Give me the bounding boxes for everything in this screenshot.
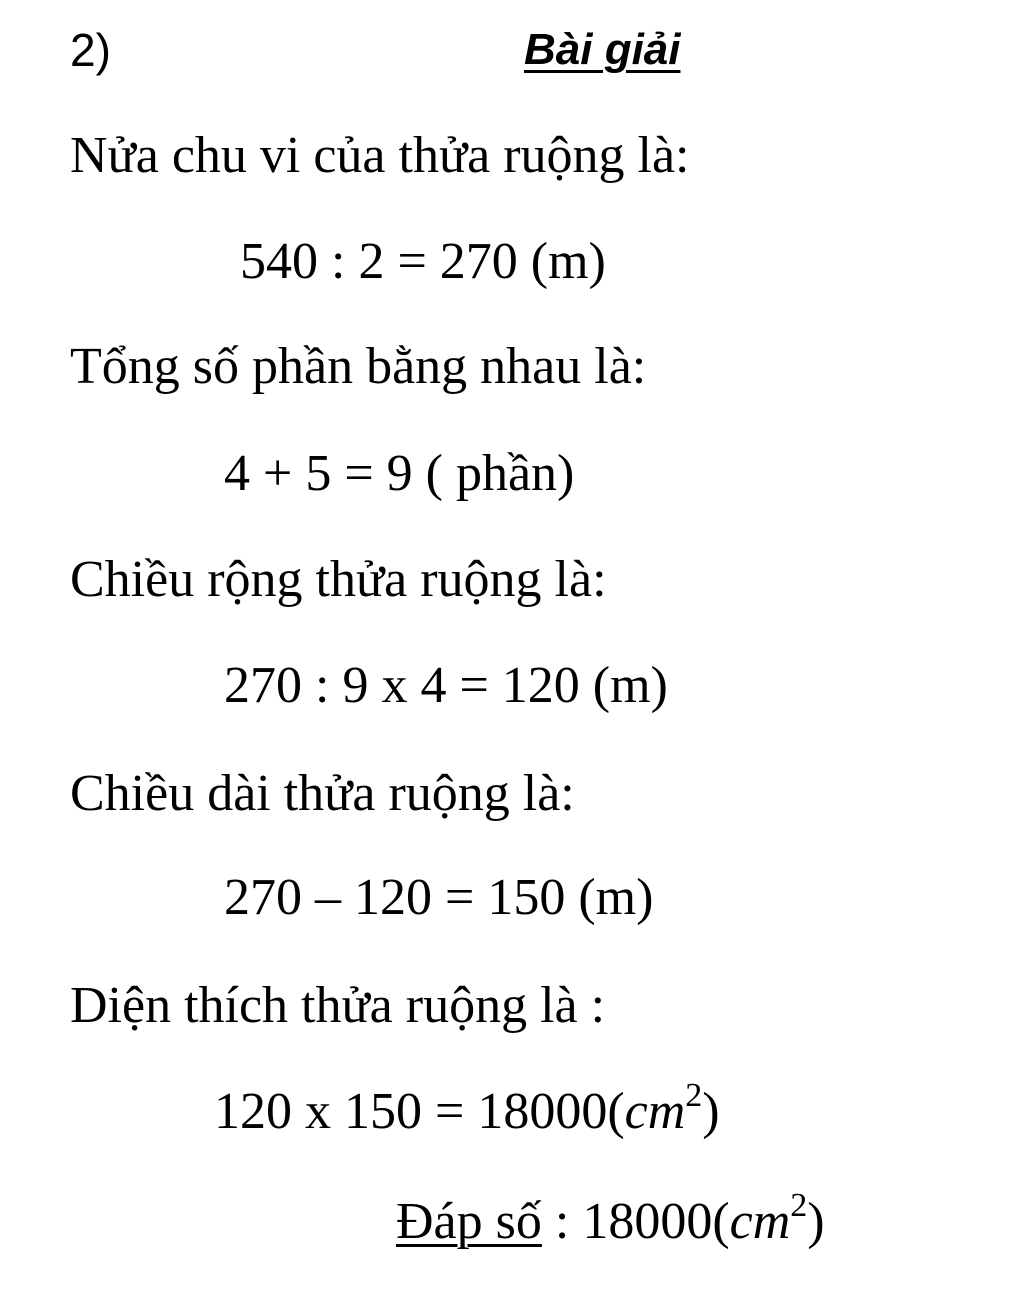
step-calc-total-parts: 4 + 5 = 9 ( phần)	[224, 445, 575, 502]
answer-unit-base: cm	[729, 1193, 791, 1250]
area-unit-exponent: 2	[685, 1077, 703, 1114]
step-label-width: Chiều rộng thửa ruộng là:	[70, 551, 607, 608]
problem-number: 2)	[70, 24, 111, 76]
step-label-length: Chiều dài thửa ruộng là:	[70, 765, 575, 822]
area-calc-text: 120 x 150 = 18000(	[214, 1083, 625, 1140]
answer-separator: :	[541, 1193, 583, 1250]
area-unit-base: cm	[624, 1083, 686, 1140]
step-calc-length: 270 – 120 = 150 (m)	[224, 869, 654, 926]
final-answer	[396, 1187, 825, 1252]
answer-value: 18000(	[582, 1193, 730, 1250]
step-calc-area	[214, 1077, 720, 1142]
step-calc-half-perimeter: 540 : 2 = 270 (m)	[240, 233, 606, 290]
answer-unit-close: )	[807, 1193, 825, 1250]
answer-label: Đáp số	[396, 1193, 542, 1250]
step-label-total-parts: Tổng số phần bằng nhau là:	[70, 338, 647, 395]
step-label-area: Diện thích thửa ruộng là :	[70, 977, 606, 1034]
step-label-half-perimeter: Nửa chu vi của thửa ruộng là:	[70, 127, 690, 184]
solution-title: Bài giải	[524, 25, 681, 74]
area-unit-close: )	[702, 1083, 720, 1140]
step-calc-width: 270 : 9 x 4 = 120 (m)	[224, 657, 668, 714]
answer-unit-exponent: 2	[790, 1187, 808, 1224]
